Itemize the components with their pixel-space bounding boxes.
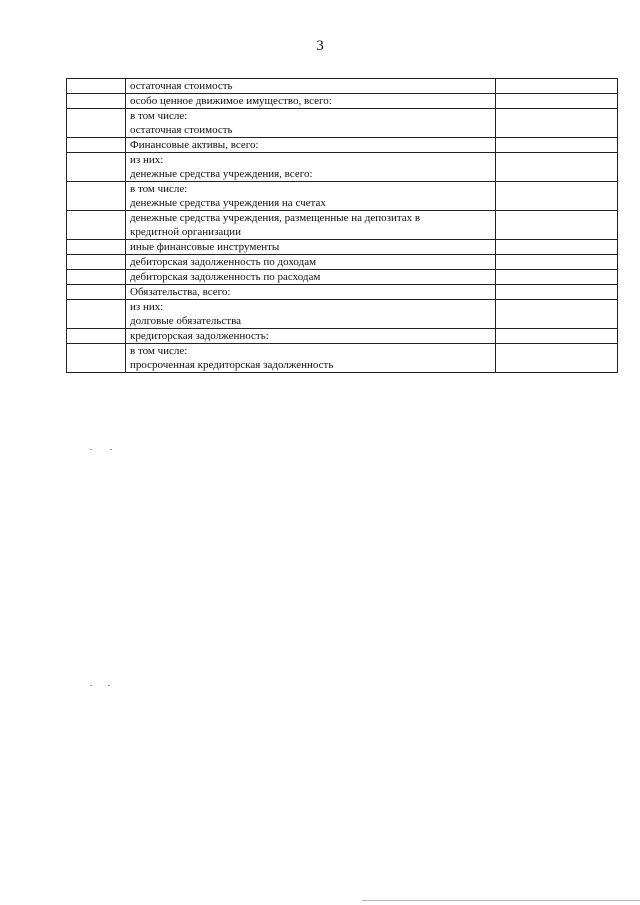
indicator-name-cell <box>126 329 496 344</box>
value-cell <box>496 329 618 344</box>
indicator-label: дебиторская задолженность по доходам <box>130 256 317 268</box>
indicator-label: Обязательства, всего: <box>130 286 231 298</box>
indicator-name-cell <box>126 344 496 373</box>
indicator-label: денежные средства учреждения, всего: <box>130 168 313 180</box>
value-cell <box>496 182 618 211</box>
value-cell <box>496 153 618 182</box>
indicator-name-cell <box>126 240 496 255</box>
row-code-cell <box>67 79 126 94</box>
table-row <box>67 285 618 300</box>
table-row <box>67 109 618 138</box>
indicator-name-cell <box>126 255 496 270</box>
row-code-cell <box>67 109 126 138</box>
scan-mark <box>110 449 112 450</box>
indicator-name-cell <box>126 109 496 138</box>
indicator-name-cell <box>126 79 496 94</box>
table-row <box>67 329 618 344</box>
value-cell <box>496 79 618 94</box>
indicator-label: в том числе: <box>130 345 188 357</box>
indicator-label: из них: <box>130 154 164 166</box>
scan-edge <box>362 900 640 901</box>
value-cell <box>496 300 618 329</box>
scan-mark <box>90 449 92 450</box>
value-cell <box>496 344 618 373</box>
indicator-label: просроченная кредиторская задолженность <box>130 359 334 371</box>
indicator-label: Финансовые активы, всего: <box>130 139 259 151</box>
table-row <box>67 94 618 109</box>
table-row <box>67 79 618 94</box>
indicator-label: долговые обязательства <box>130 315 242 327</box>
value-cell <box>496 94 618 109</box>
indicator-name-cell <box>126 300 496 329</box>
table-row <box>67 211 618 240</box>
row-code-cell <box>67 211 126 240</box>
indicator-name-cell <box>126 94 496 109</box>
table-row <box>67 270 618 285</box>
indicator-name-cell <box>126 153 496 182</box>
indicator-label: денежные средства учреждения, размещенные на депозитах в <box>130 212 421 224</box>
indicator-label: денежные средства учреждения на счетах <box>130 197 326 209</box>
page-number: 3 <box>316 38 324 54</box>
value-cell <box>496 285 618 300</box>
value-cell <box>496 138 618 153</box>
table-row <box>67 138 618 153</box>
table-row <box>67 300 618 329</box>
value-cell <box>496 255 618 270</box>
table-row <box>67 344 618 373</box>
indicator-label: в том числе: <box>130 183 188 195</box>
indicator-label: кредитной организации <box>130 226 241 238</box>
scan-mark <box>90 685 92 686</box>
indicator-label: иные финансовые инструменты <box>130 241 280 253</box>
indicator-name-cell <box>126 182 496 211</box>
indicator-label: дебиторская задолженность по расходам <box>130 271 321 283</box>
row-code-cell <box>67 153 126 182</box>
scan-mark <box>108 685 110 686</box>
indicator-name-cell <box>126 138 496 153</box>
row-code-cell <box>67 138 126 153</box>
indicator-name-cell <box>126 270 496 285</box>
indicator-label: в том числе: <box>130 110 188 122</box>
indicator-label: остаточная стоимость <box>130 80 233 92</box>
value-cell <box>496 211 618 240</box>
row-code-cell <box>67 285 126 300</box>
row-code-cell <box>67 182 126 211</box>
row-code-cell <box>67 300 126 329</box>
indicator-label: из них: <box>130 301 164 313</box>
row-code-cell <box>67 270 126 285</box>
row-code-cell <box>67 240 126 255</box>
indicator-name-cell <box>126 285 496 300</box>
table-row <box>67 182 618 211</box>
table-row <box>67 255 618 270</box>
row-code-cell <box>67 94 126 109</box>
indicator-name-cell <box>126 211 496 240</box>
value-cell <box>496 270 618 285</box>
table-row <box>67 153 618 182</box>
value-cell <box>496 109 618 138</box>
indicator-label: кредиторская задолженность: <box>130 330 269 342</box>
row-code-cell <box>67 329 126 344</box>
row-code-cell <box>67 255 126 270</box>
indicator-label: остаточная стоимость <box>130 124 233 136</box>
row-code-cell <box>67 344 126 373</box>
value-cell <box>496 240 618 255</box>
table-row <box>67 240 618 255</box>
financial-indicators-table <box>66 78 618 373</box>
indicator-label: особо ценное движимое имущество, всего: <box>130 95 332 107</box>
